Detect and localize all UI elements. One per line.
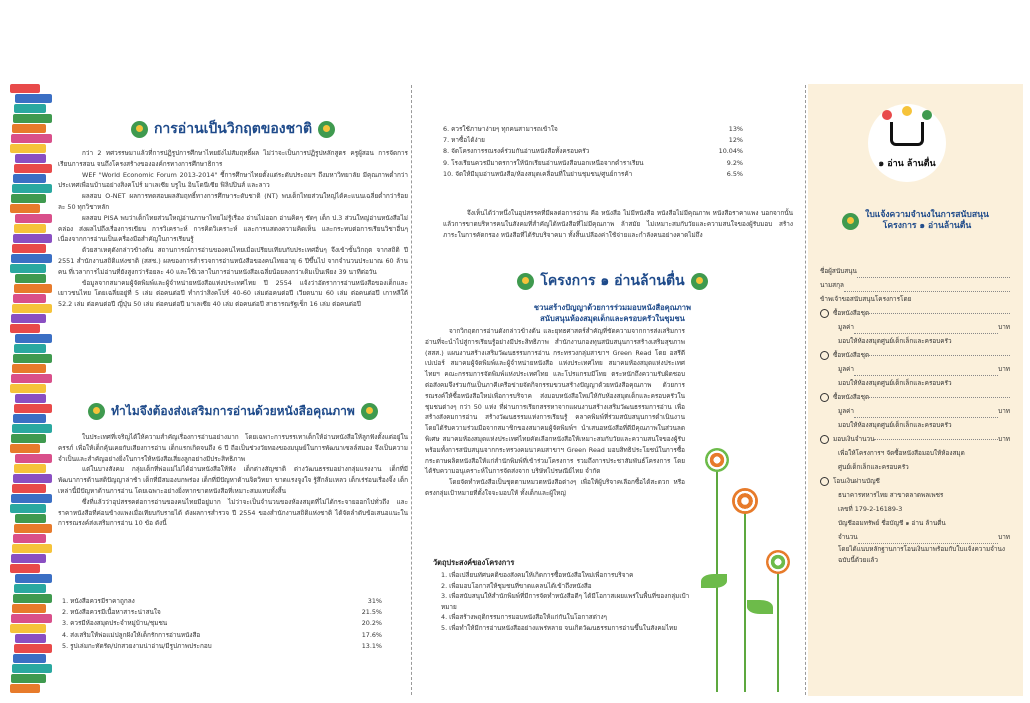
book-spine bbox=[11, 614, 52, 623]
book-spine bbox=[12, 604, 46, 613]
book-spine bbox=[12, 304, 52, 313]
list-item: 3. เพื่อสนับสนุนให้สำนักพิมพ์ที่มีการจัดทำหนังสือดีๆ ได้มีโอกาสเผยแพร่ในพื้นที่ของกลุ่มเป้าหมาย bbox=[441, 592, 690, 611]
obstacle-paragraph: จึงเห็นได้ว่าหนึ่งในอุปสรรคที่มีผลต่อการอ่าน คือ หนังสือ ไม่มีหนังสือ หนังสือไม่มีคุณภาพ หนังสือราคาแพง นอกจากนั้นแล้วการขาดบริหารคนในสังคมที่สำคัญได้หนังสือที่ไม่มีคุณภาพ ล้าสมัย ไม่เหมาะสมกับวัยและความสนใจของผู้รับมอบ สร้างภาระในการคัดกรอง หนังสือที่ได้รับบริจาคมา ทั้งสิ้นเปลืองค่าใช้จ่ายและกำลังคนอย่างคาดไม่ถึง bbox=[443, 209, 793, 239]
book-spine bbox=[10, 384, 46, 393]
donate-line: มอบให้ห้องสมุดศูนย์เด็กเล็กและครอบครัว bbox=[838, 421, 952, 429]
book-spine bbox=[14, 644, 52, 653]
book-set-field[interactable] bbox=[869, 313, 1010, 314]
book-spine bbox=[11, 254, 52, 263]
book-spine bbox=[12, 424, 52, 433]
book-spine bbox=[11, 434, 46, 443]
list-item: 5. รูปเล่มกะทัดรัด/ปกสวยงามน่าอ่าน/มีรูปภาพประกอบ 13.1% bbox=[62, 641, 382, 650]
radio-button[interactable] bbox=[820, 309, 829, 318]
book-spine bbox=[11, 374, 52, 383]
book-icon bbox=[890, 122, 924, 146]
cash-line: ศูนย์เด็กเล็กและครอบครัว bbox=[838, 463, 909, 471]
book-spine bbox=[14, 224, 46, 233]
radio-button[interactable] bbox=[820, 351, 829, 360]
book-spine bbox=[15, 334, 52, 343]
book-spine bbox=[10, 264, 46, 273]
flower-stem bbox=[744, 500, 746, 692]
objectives-list bbox=[441, 570, 696, 634]
book-set-field[interactable] bbox=[869, 355, 1010, 356]
book-spine bbox=[15, 454, 52, 463]
book-spine bbox=[13, 654, 46, 663]
book-spine bbox=[11, 494, 52, 503]
book-spine bbox=[11, 554, 46, 563]
paragraph: ข้อมูลจากสมาคมผู้จัดพิมพ์และผู้จำหน่ายหนังสือแห่งประเทศไทย ปี 2554 แจ้งว่าอัตราการอ่านหนังสือของเด็กและเยาวชนไทย โดยเฉลี่ยอยู่ที่ 5 เล่ม ต่อคนต่อปี ทำกว่าสิงคโปร์ 40-60 เล่มต่อคนต่อปี เวียดนาม 60 เล่ม ต่อคนต่อปี เกาหลีใต้ 52.2 เล่ม ต่อคนต่อปี ญี่ปุ่น 50 เล่ม ต่อคนต่อปี มาเลเซีย 40 เล่ม ต่อคนต่อปี สาธารณรัฐเช็ก 16 เล่ม ต่อคนต่อปี bbox=[58, 278, 408, 309]
book-spine bbox=[15, 214, 52, 223]
reading-crisis-body bbox=[58, 148, 408, 310]
list-item: 8. จัดโครงการรณรงค์ร่วมกันอ่านหนังสือทั้งครอบครัว 10.04% bbox=[443, 147, 743, 156]
book-spine bbox=[12, 544, 52, 553]
book-spine bbox=[13, 354, 52, 363]
cash-amount-field[interactable] bbox=[874, 439, 998, 440]
suggestion-list-6-10 bbox=[443, 124, 743, 180]
book-spine bbox=[10, 624, 46, 633]
book-spine bbox=[15, 154, 46, 163]
list-item: 2. เพื่อมอบโอกาสให้ชุมชนที่ขาดแคลนได้เข้าถึงหนังสือ bbox=[441, 581, 592, 590]
list-item: 1. เพื่อเปลี่ยนทัศนคติของสังคมให้เกิดการซื้อหนังสือใหม่เพื่อการบริจาค bbox=[441, 571, 634, 579]
option-book-set-1: ซื้อหนังสือชุด bbox=[820, 306, 1010, 320]
book-spine bbox=[15, 394, 46, 403]
value-field[interactable] bbox=[854, 404, 998, 418]
section-title-project: โครงการ ๑ อ่านล้านตื่น bbox=[425, 270, 800, 292]
book-spine bbox=[13, 294, 46, 303]
book-set-field[interactable] bbox=[869, 397, 1010, 398]
radio-button[interactable] bbox=[820, 393, 829, 402]
list-item: 4. ส่งเสริมให้พ่อแม่ปลูกฝังให้เด็กรักการอ่านหนังสือ 17.6% bbox=[62, 630, 382, 639]
book-spine bbox=[10, 144, 46, 153]
flower-icon bbox=[732, 488, 758, 514]
list-item: 3. ควรมีห้องสมุดประจำหมู่บ้าน/ชุมชน 20.2% bbox=[62, 619, 382, 628]
book-spine bbox=[15, 574, 52, 583]
book-spine bbox=[10, 324, 40, 333]
paragraph: กว่า 2 ทศวรรษมาแล้วที่การปฏิรูปการศึกษาไทยยังไม่สัมฤทธิ์ผล ไม่ว่าจะเป็นการปฏิรูปหลักสูตร ครูผู้สอน การจัดการเรียนการสอน จนถึงโครงสร้างขององค์กรทางการศึกษาธิการ bbox=[58, 149, 408, 168]
leaf-icon bbox=[88, 403, 105, 420]
book-spine bbox=[15, 514, 46, 523]
dot-icon bbox=[902, 106, 912, 116]
list-item: 4. เพื่อสร้างพฤติกรรมการมอบหนังสือให้แก่กันในโอกาสต่างๆ bbox=[441, 613, 607, 622]
leaf-icon bbox=[361, 403, 378, 420]
option-book-set-2: ซื้อหนังสือชุด bbox=[820, 348, 1010, 362]
book-spine bbox=[13, 114, 52, 123]
book-spine bbox=[14, 404, 52, 413]
why-quality-books-body bbox=[58, 432, 408, 529]
book-spine bbox=[13, 474, 52, 483]
list-item: 9. โรงเรียนควรมีมาตรการให้นักเรียนอ่านหนังสือนอกเหนือจากตำราเรียน 9.2% bbox=[443, 158, 743, 167]
book-spine bbox=[13, 534, 46, 543]
book-spine bbox=[14, 344, 46, 353]
list-item: 10. จัดให้มีมุมอ่านหนังสือ/ห้องสมุดเคลื่อนที่ในย่านชุมชน/ศูนย์การค้า 6.5% bbox=[443, 169, 743, 178]
book-spine bbox=[12, 364, 46, 373]
leaf-icon bbox=[842, 213, 859, 230]
dot-icon bbox=[882, 110, 892, 120]
note-text: โดยได้แนบหลักฐานการโอนเงินมาพร้อมกับใบแจ้งความจำนงฉบับนี้ด้วยแล้ว bbox=[838, 545, 1005, 564]
paragraph: ผลสอบ PISA พบว่าเด็กไทยส่วนใหญ่อ่านภาษาไทยไม่รู้เรื่อง อ่านไม่ออก อ่านคิดๆ ชัดๆ เด็ก ป.3 ส่วนใหญ่อ่านหนังสือไม่คล่อง ส่งผลไปถึงเรื่องการเขียน การวิเคราะห์ การคิดวิเคราะห์ และการแสดงความคิดเห็น และกระทบต่อการเรียนวิชาอื่นๆ เนื่องจากการอ่านเป็นเครื่องมือสำคัญในการเรียนรู้ bbox=[58, 213, 408, 244]
list-item: 2. หนังสือควรมีเนื้อหาสาระน่าสนใจ 21.5% bbox=[62, 608, 382, 617]
book-spine bbox=[15, 274, 46, 283]
logo-text: ๑ อ่าน ล้านตื่น bbox=[878, 159, 936, 169]
form-title: ใบแจ้งความจำนงในการสนับสนุน โครงการ ๑ อ่านล้านตื่น bbox=[808, 210, 1023, 232]
amount-field[interactable] bbox=[858, 530, 998, 544]
value-field[interactable] bbox=[854, 320, 998, 334]
book-spine bbox=[14, 524, 52, 533]
book-spine bbox=[14, 464, 46, 473]
book-spine bbox=[13, 594, 52, 603]
book-spine bbox=[10, 504, 46, 513]
book-spine bbox=[13, 234, 52, 243]
amount-row: จำนวน บาท bbox=[820, 530, 1010, 544]
book-spine bbox=[12, 184, 52, 193]
paragraph: ในประเทศที่เจริญได้ให้ความสำคัญเรื่องการอ่านอย่างมาก โดยเฉพาะการบรรเทาเด็กให้อ่านหนังสือให้ลูกฟังตั้งแต่อยู่ในครรภ์ เพื่อให้เด็กคุ้นเคยกับเสียงการอ่าน เด็กแรกเกิดจนถึง 6 ปี ถือเป็นช่วงวัยทองของมนุษย์ในการพัฒนาเซลล์สมอง จึงเป็นความจำเป็นและสำคัญอย่างยิ่งในการให้หนังสือเสี่ยงลูกอย่างมีประสิทธิภาพ bbox=[58, 433, 408, 463]
paragraph: โดยจัดทำหนังสือเป็นชุดตามหมวดหนังสือต่างๆ เพื่อให้ผู้บริจาคเลือกซื้อได้สะดวก หรือตรงกลุ่มเป้าหมายที่ตั้งใจจะมอบให้ ทั้งเด็กและผู้ใหญ่ bbox=[425, 478, 685, 497]
book-spine bbox=[15, 634, 46, 643]
list-item: 7. หาซื้อได้ง่าย 12% bbox=[443, 136, 743, 145]
value-field[interactable] bbox=[854, 362, 998, 376]
left-panel bbox=[58, 0, 408, 703]
book-spine bbox=[11, 134, 52, 143]
value-row: มูลค่า บาท bbox=[820, 404, 1010, 418]
donate-line: มอบให้ห้องสมุดศูนย์เด็กเล็กและครอบครัว bbox=[838, 379, 952, 387]
book-spine bbox=[12, 124, 46, 133]
paragraph: ผลสอบ O-NET ผลการทดสอบผลสัมฤทธิ์ทางการศึกษาระดับชาติ (NT) พบเด็กไทยส่วนใหญ่ได้คะแนนเฉลี่ยต่ำกว่าร้อยละ 50 ทุกวิชาหลัก bbox=[58, 192, 408, 211]
option-cash: มอบเงินจำนวน บาท bbox=[820, 432, 1010, 446]
list-item: 5. เพื่อทำให้มีการอ่านหนังสืออย่างแพร่หลาย จนเกิดวัฒนธรรมการอ่านขึ้นในสังคมไทย bbox=[441, 623, 678, 632]
section-title-reading-crisis: การอ่านเป็นวิกฤตของชาติ bbox=[58, 118, 408, 140]
cash-line: เพื่อให้โครงการฯ จัดซื้อหนังสือมอบให้ห้องสมุด bbox=[838, 449, 965, 457]
book-spine bbox=[14, 284, 52, 293]
value-row: มูลค่า บาท bbox=[820, 362, 1010, 376]
book-spine bbox=[11, 314, 46, 323]
name-field[interactable] bbox=[857, 264, 1010, 278]
book-spine bbox=[14, 164, 52, 173]
book-spine bbox=[11, 194, 46, 203]
radio-button[interactable] bbox=[820, 435, 829, 444]
book-spine bbox=[10, 684, 40, 693]
leaf-shape bbox=[747, 600, 773, 614]
radio-button[interactable] bbox=[820, 477, 829, 486]
surname-row: นามสกุล bbox=[820, 278, 1010, 292]
paragraph: ด้วยสาเหตุดังกล่าวข้างต้น สถานการณ์การอ่านของคนไทยเมื่อเปรียบเทียบกับประเทศอื่นๆ จึงเข้าขั้นวิกฤต จากสถิติ ปี 2551 สำนักงานสถิติแห่งชาติ (สสช.) ผลของการสำรวจการอ่านหนังสือของคนไทยอายุ 6 ปีขึ้นไป จากจำนวนประมาณ 60 ล้านคน ที่เวลาการไม่อ่านที่ยังสูงกว่าร้อยละ 40 และใช้เวลาในการอ่านหนังสือเฉลี่ยน้อยลงกว่าเดิมเป็นเพียง 39 นาทีต่อวัน bbox=[58, 246, 408, 276]
flower-icon bbox=[705, 448, 729, 472]
account-number: เลขที่ 179-2-16189-3 bbox=[838, 505, 903, 513]
book-spine bbox=[13, 174, 46, 183]
suggestion-list-1-5 bbox=[62, 596, 382, 652]
fold-line-left bbox=[411, 85, 412, 695]
leaf-icon bbox=[318, 121, 335, 138]
book-spine bbox=[11, 674, 46, 683]
book-spine bbox=[13, 414, 46, 423]
option-book-set-3: ซื้อหนังสือชุด bbox=[820, 390, 1010, 404]
paragraph: แต่ในบางสังคม กลุ่มเด็กที่พ่อแม่ไม่ได้อ่านหนังสือให้ฟัง เด็กต่างสัญชาติ ต่างวัฒนธรรมอย่างกลุ่มแรงงาน เด็กที่มีพัฒนาการด้านสติปัญญาล่าช้า เด็กที่มีสมองบกพร่อง เด็กที่มีปัญหาด้านจิตวิทยา ขาดแรงจูงใจ รู้สึกล้มเหลว เด็กเร่ร่อนเรื่องจิ้ง เด็กเหล่านี้มีปัญหาด้านการอ่าน โดยเฉพาะอย่างยิ่งหากขาดหนังสือที่เหมาะสมแทบทั้งสิ้น bbox=[58, 465, 408, 495]
flower-stem bbox=[777, 560, 779, 692]
donate-line: มอบให้ห้องสมุดศูนย์เด็กเล็กและครอบครัว bbox=[838, 337, 952, 345]
project-logo bbox=[868, 104, 946, 182]
leaf-shape bbox=[701, 574, 727, 588]
donation-form bbox=[820, 264, 1010, 566]
book-spine bbox=[10, 84, 40, 93]
book-spine bbox=[10, 444, 40, 453]
book-spine bbox=[10, 564, 40, 573]
project-body bbox=[425, 326, 685, 499]
book-spine bbox=[15, 94, 52, 103]
name-row: ชื่อผู้สนับสนุน bbox=[820, 264, 1010, 278]
leaf-icon bbox=[691, 273, 708, 290]
leaf-icon bbox=[131, 121, 148, 138]
flower-icon bbox=[766, 550, 790, 574]
book-spine bbox=[10, 204, 40, 213]
paragraph: WEF "World Economic Forum 2013-2014" ชี้การศึกษาไทยตั้งแต่ระดับประถมฯ ถึงมหาวิทยาลัย มีคุณภาพต่ำกว่าประเทศเพื่อนบ้านอย่างสิงคโปร์ มาเลเซีย บรูไน อินโดนีเซีย ฟิลิปปินส์ และลาว bbox=[58, 170, 408, 190]
middle-panel bbox=[425, 0, 800, 703]
account-name: บัญชีออมทรัพย์ ชื่อบัญชี ๑ อ่าน ล้านตื่น bbox=[838, 519, 946, 527]
dot-icon bbox=[922, 110, 932, 120]
book-spine bbox=[12, 244, 46, 253]
right-panel-form bbox=[808, 84, 1023, 696]
leaf-icon bbox=[517, 273, 534, 290]
book-spine-decoration bbox=[10, 84, 52, 696]
bank-name: ธนาคารทหารไทย สาขาตลาดพลเพชร bbox=[838, 491, 944, 499]
surname-field[interactable] bbox=[844, 278, 1010, 292]
book-spine bbox=[12, 484, 46, 493]
paragraph: จากวิกฤตการอ่านดังกล่าวข้างต้น และยุทธศาสตร์สำคัญที่ขัดความจากการส่งเสริมการอ่านที่จะนำไปสู่การเรียนรู้อย่างมีประสิทธิภาพ สำนักงานกองทุนสนับสนุนการสร้างเสริมสุขภาพ (สสส.) แผนงานสร้างเสริมวัฒนธรรมการอ่าน กระทรวงกลุ่มสาขาฯ Green Read โดย อสรีดี เปเปอร์ สมาคมผู้จัดพิมพ์และผู้จำหน่ายหนังสือ แห่งประเทศไทย สมาคมห้องสมุดแห่งประเทศไทยฯ คณะกรรมการจัดพิมพ์แห่งประเทศไทย และโปรแกรมมีโทย ตระหนักถึงความรับผิดชอบต่อสังคมจึงร่วมกันเป็นภาคีเครือข่ายจัดกิจกรรมขวนสร้างปัญญาด้วยหนังสือคุณภาพ ด้วยการรณรงค์ให้ซื้อหนังสือใหม่เพื่อการบริจาค ส่งมอบหนังสือใหม่ให้กับห้องสมุดเด็กและครอบครัวในชุมชนต่างๆ กว่า 50 แห่ง ที่ผ่านการเรียกสรรหาจากแผนงานสร้างเสริมวัฒนธรรมการอ่าน เพื่อสร้างสังคมการอ่าน สร้างวัฒนธรรมแห่งการเรียนรู้ คลาคพิมพ์ที่ร่วมสนับสนุนการดำเนินงาน โดยได้รับความร่วมมือจากสมาชิกของสมาคมผู้จัดพิมพ์ฯ นำเสนอหนังสือที่ดีมีคุณภาพในส่วนลดพิเศษ สมาคมห้องสมุดแห่งประเทศไทยคัดเลือกหนังสือให้เหมาะสมกับวัยและความสนใจของผู้รับ พร้อมทั้งการสนับสนุนจากกระทรวงคมนาคมสาขาฯ Green Read มอบสิทธิประโยชน์ในการซื้อกระดาษผลิตหนังสือให้แก่สำนักพิมพ์ที่เข้าร่วมโครงการ รวมถึงการประชาสัมพันธ์โครงการ โดยได้รับความอนุเคราะห์ในการจัดส่งจาก บริษัทไปรษณีย์ไทย จำกัด bbox=[425, 327, 685, 476]
value-row: มูลค่า บาท bbox=[820, 320, 1010, 334]
list-item: 6. ควรใช้ภาษาง่ายๆ ทุกคนสามารถเข้าใจ 13% bbox=[443, 125, 743, 133]
list-item: 1. หนังสือควรมีราคาถูกลง 31% bbox=[62, 597, 382, 605]
intent-label: ข้าพเจ้าขอสนับสนุนโครงการโดย bbox=[820, 295, 912, 303]
paragraph: ซึ่งที่แล้วว่าอุปสรรคต่อการอ่านของคนไทยมีอยู่มาก ไม่ว่าจะเป็นจำนวนของห้องสมุดที่ไม่ได้กระจายออกไปทั่วถึง และราคาหนังสือที่ค่อนข้างแพงเมื่อเทียบกับรายได้ ดังผลการสำรวจ ปี 2554 ของสำนักงานสถิติแห่งชาติ ได้จัดลำดับข้อเสนอแนะในการรณรงค์ส่งเสริมการอ่าน 10 ข้อ ดังนี้ bbox=[58, 497, 408, 528]
option-transfer: โอนเงินผ่านบัญชี bbox=[820, 474, 1010, 488]
project-subtitle: ชวนสร้างปัญญาด้วยการร่วมมอบหนังสือคุณภาพ สนับสนุนห้องสมุดเด็กและครอบครัวในชุมชน bbox=[533, 303, 692, 323]
fold-line-right bbox=[805, 85, 806, 695]
book-spine bbox=[14, 104, 46, 113]
section-title-why-quality-books: ทำไมจึงต้องส่งเสริมการอ่านด้วยหนังสือคุณภาพ bbox=[58, 402, 408, 421]
book-spine bbox=[12, 664, 52, 673]
book-spine bbox=[14, 584, 46, 593]
objectives-heading: วัตถุประสงค์ของโครงการ bbox=[433, 558, 515, 567]
